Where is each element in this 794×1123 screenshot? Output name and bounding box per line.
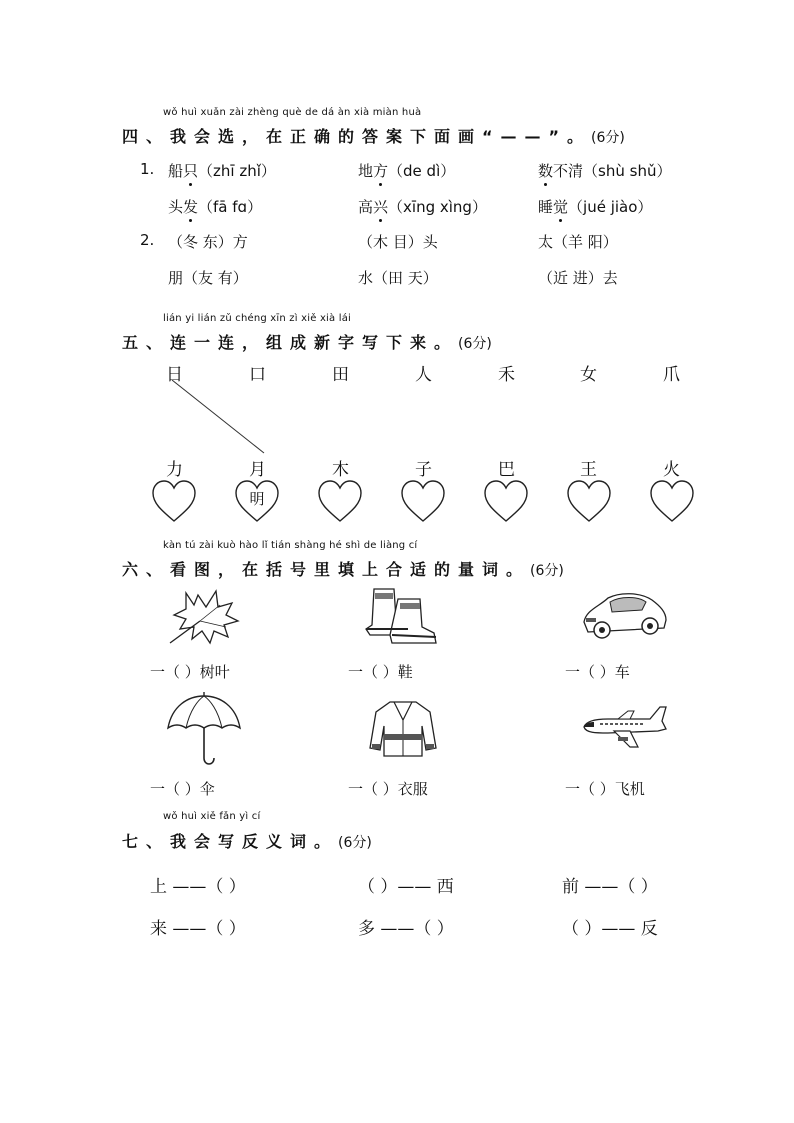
pinyin-choice: （de dì） xyxy=(388,162,456,180)
q5-bottom-char: 力 xyxy=(166,460,183,480)
q6-score: (6分) xyxy=(530,563,564,579)
measure-word-item: 一（ ）鞋 xyxy=(348,663,413,681)
q5-bottom-char: 火 xyxy=(663,460,680,480)
q5-bottom-char: 王 xyxy=(580,460,597,480)
q5-bottom-char: 子 xyxy=(415,460,432,480)
q4-r4c3: （近 进）去 xyxy=(538,269,618,287)
q4-score: (6分) xyxy=(591,130,625,146)
q5-top-char: 口 xyxy=(249,365,266,385)
word-part: 头 xyxy=(168,198,184,216)
antonym-item: （ ）—— 西 xyxy=(358,877,454,897)
q4-r3c1: （冬 东）方 xyxy=(168,233,248,251)
airplane-icon xyxy=(578,703,670,753)
word-part: 高 xyxy=(358,198,374,216)
heart-answer-box[interactable] xyxy=(483,479,529,523)
car-icon xyxy=(580,588,668,644)
q5-top-char: 爪 xyxy=(663,365,680,385)
q7-pinyin: wǒ huì xiě fǎn yì cí xyxy=(163,811,261,822)
q7-title-text: 七、我会写反义词。 xyxy=(122,832,339,851)
q5-top-char: 人 xyxy=(415,365,432,385)
word-part: 地 xyxy=(358,162,374,180)
dotted-char: 觉 xyxy=(553,198,569,216)
antonym-item: 前 ——（ ） xyxy=(562,877,658,897)
dotted-char: 兴 xyxy=(373,198,389,216)
measure-word-item: 一（ ）伞 xyxy=(150,780,215,798)
dotted-char: 方 xyxy=(373,162,389,180)
dotted-char: 只 xyxy=(183,162,199,180)
pinyin-choice: （zhī zhǐ） xyxy=(198,162,276,180)
antonym-item: 上 ——（ ） xyxy=(150,877,246,897)
q5-bottom-char: 巴 xyxy=(498,460,515,480)
word-part: 睡 xyxy=(538,198,554,216)
q6-title-text: 六、看图，在括号里填上合适的量词。 xyxy=(122,560,531,579)
boots-icon xyxy=(362,585,442,649)
q4-r3c2: （木 目）头 xyxy=(358,233,438,251)
q5-pinyin: lián yi lián zǔ chéng xīn zì xiě xià lái xyxy=(163,313,352,324)
pinyin-choice: （shù shǔ） xyxy=(583,162,672,180)
q6-pinyin: kàn tú zài kuò hào lǐ tián shàng hé shì de liàng cí xyxy=(163,540,418,551)
q4-title-text: 四、我会选，在正确的答案下面画“——”。 xyxy=(122,127,592,146)
measure-word-item: 一（ ）衣服 xyxy=(348,780,428,798)
q5-bottom-char: 木 xyxy=(332,460,349,480)
q5-top-char: 禾 xyxy=(498,365,515,385)
measure-word-item: 一（ ）树叶 xyxy=(150,663,230,681)
antonym-item: 来 ——（ ） xyxy=(150,919,246,939)
umbrella-icon xyxy=(164,690,244,768)
pinyin-choice: （fā fɑ） xyxy=(198,198,263,216)
heart-answer-box[interactable] xyxy=(400,479,446,523)
q4-r3c3: 太（羊 阳） xyxy=(538,233,618,251)
maple-leaf-icon xyxy=(166,585,240,649)
q4-r3-num: 2. xyxy=(140,231,155,249)
q5-bottom-char: 月 xyxy=(249,460,266,480)
q6-title xyxy=(122,557,564,580)
word-part: 船 xyxy=(168,162,184,180)
q4-r1-num: 1. xyxy=(140,160,155,178)
measure-word-item: 一（ ）车 xyxy=(565,663,630,681)
heart-answer-box[interactable] xyxy=(566,479,612,523)
heart-answer-box[interactable] xyxy=(234,479,280,523)
antonym-item: （ ）—— 反 xyxy=(562,919,658,939)
heart-answer-box[interactable] xyxy=(151,479,197,523)
q5-top-char: 女 xyxy=(580,365,597,385)
heart-answer-box[interactable] xyxy=(649,479,695,523)
q4-r4c1: 朋（友 有） xyxy=(168,269,248,287)
pinyin-choice: （xīng xìng） xyxy=(388,198,487,216)
heart-answer-box[interactable] xyxy=(317,479,363,523)
dotted-char: 数 xyxy=(538,162,554,180)
q5-top-char: 田 xyxy=(332,365,349,385)
q5-top-char: 日 xyxy=(166,365,183,385)
pinyin-choice: （jué jiào） xyxy=(568,198,653,216)
dotted-char: 发 xyxy=(183,198,199,216)
heart-text: 明 xyxy=(249,490,265,508)
q5-score: (6分) xyxy=(458,336,492,352)
q7-title xyxy=(122,829,372,852)
word-part: 不清 xyxy=(553,162,584,180)
q4-pinyin: wǒ huì xuǎn zài zhèng què de dá àn xià miàn huà xyxy=(163,107,422,118)
q7-score: (6分) xyxy=(338,835,372,851)
measure-word-item: 一（ ）飞机 xyxy=(565,780,645,798)
jacket-icon xyxy=(368,698,438,760)
q4-r4c2: 水（田 天） xyxy=(358,269,438,287)
q5-title-text: 五、连一连，组成新字写下来。 xyxy=(122,333,459,352)
antonym-item: 多 ——（ ） xyxy=(358,919,454,939)
